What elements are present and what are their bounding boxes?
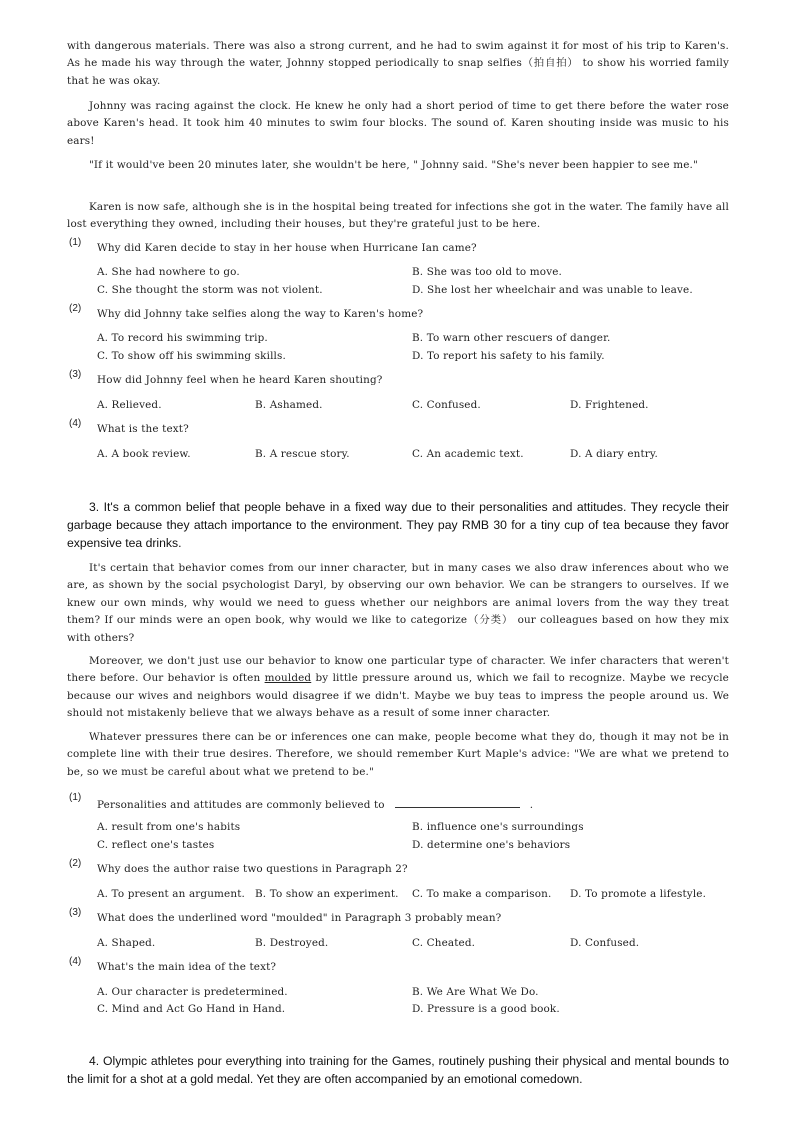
- option-d[interactable]: D. To promote a lifestyle.: [570, 888, 707, 900]
- passage2-paragraph: Karen is now safe, although she is in the hospital being treated for infections she got in the water. The family have all lost everything they owned, including their houses, but they're grateful just to be here.: [67, 201, 729, 231]
- question-number: (3): [69, 907, 82, 918]
- underlined-word: moulded: [264, 672, 312, 685]
- option-d[interactable]: D. A diary entry.: [570, 448, 659, 460]
- question-number: (2): [69, 303, 82, 314]
- option-d[interactable]: D. To report his safety to his family.: [412, 350, 605, 362]
- option-a[interactable]: A. Relieved.: [97, 399, 162, 411]
- passage2-paragraph: "If it would've been 20 minutes later, she wouldn't be here, " Johnny said. "She's never been happier to see me.": [89, 159, 698, 171]
- option-d[interactable]: D. Pressure is a good book.: [412, 1003, 560, 1015]
- option-b[interactable]: B. To show an experiment.: [255, 888, 399, 900]
- question-text: How did Johnny feel when he heard Karen shouting?: [97, 374, 383, 386]
- question-text: Why did Johnny take selfies along the way to Karen's home?: [97, 308, 424, 320]
- option-a[interactable]: A. To present an argument.: [97, 888, 245, 900]
- question-text: What is the text?: [97, 423, 189, 435]
- option-a[interactable]: A. A book review.: [97, 448, 191, 460]
- option-b[interactable]: B. To warn other rescuers of danger.: [412, 332, 611, 344]
- passage3-paragraph: It's certain that behavior comes from our inner character, but in many cases we also draw inferences about who we are, as shown by the social psychologist Daryl, by observing our own behavior. We can be strangers to ourselves. If we knew our own minds, why would we need to guess whether our neighbors are animal lovers from the way they treat them? If our minds were an open book, why would we like to categorize（分类） our colleagues based on how they mix with others?: [67, 562, 729, 644]
- option-b[interactable]: B. Destroyed.: [255, 937, 329, 949]
- passage3-paragraph: [67, 653, 729, 723]
- passage4-intro: 4. Olympic athletes pour everything into training for the Games, routinely pushing their physical and mental bounds to the limit for a shot at a gold medal. Yet they are often accompanied by an emotional comedown.: [67, 1054, 729, 1086]
- question-number: (2): [69, 858, 82, 869]
- option-a[interactable]: A. She had nowhere to go.: [97, 266, 240, 278]
- question-number: (1): [69, 792, 82, 803]
- question-number: (3): [69, 369, 82, 380]
- question-number: (4): [69, 956, 82, 967]
- question-text: What's the main idea of the text?: [97, 961, 277, 973]
- option-a[interactable]: A. Shaped.: [97, 937, 156, 949]
- option-d[interactable]: D. Confused.: [570, 937, 640, 949]
- option-b[interactable]: B. influence one's surroundings: [412, 821, 584, 833]
- option-c[interactable]: C. To make a comparison.: [412, 888, 552, 900]
- option-b[interactable]: B. She was too old to move.: [412, 266, 562, 278]
- question-text: Why did Karen decide to stay in her house when Hurricane Ian came?: [97, 242, 477, 254]
- option-c[interactable]: C. reflect one's tastes: [97, 839, 215, 851]
- question-number: (4): [69, 418, 82, 429]
- question-stem: Personalities and attitudes are commonly believed to: [97, 799, 385, 811]
- option-b[interactable]: B. We Are What We Do.: [412, 986, 539, 998]
- answer-blank[interactable]: [395, 797, 520, 808]
- question-end: .: [529, 799, 534, 811]
- option-a[interactable]: A. result from one's habits: [97, 821, 241, 833]
- option-c[interactable]: C. Confused.: [412, 399, 481, 411]
- option-d[interactable]: D. She lost her wheelchair and was unable to leave.: [412, 284, 693, 296]
- option-b[interactable]: B. Ashamed.: [255, 399, 323, 411]
- option-c[interactable]: C. She thought the storm was not violent.: [97, 284, 323, 296]
- paragraph-text: by little pressure around us, which we fail to recognize. Maybe we recycle because our wives and neighbors would disagree if we didn't. Maybe we buy teas to impress the people around us. We should not mistakenly believe that we always behave as a result of some inner character.: [67, 672, 729, 720]
- option-c[interactable]: C. Mind and Act Go Hand in Hand.: [97, 1003, 286, 1015]
- question-number: (1): [69, 237, 82, 248]
- option-b[interactable]: B. A rescue story.: [255, 448, 350, 460]
- option-a[interactable]: A. Our character is predetermined.: [97, 986, 288, 998]
- passage3-intro: 3. It's a common belief that people behave in a fixed way due to their personalities and attitudes. They recycle their garbage because they attach importance to the environment. They pay RMB 30 for a tiny cup of tea because they favor expensive tea drinks.: [67, 500, 729, 550]
- option-c[interactable]: C. Cheated.: [412, 937, 476, 949]
- option-c[interactable]: C. An academic text.: [412, 448, 524, 460]
- question-text: What does the underlined word "moulded" in Paragraph 3 probably mean?: [97, 912, 502, 924]
- question-text: Why does the author raise two questions in Paragraph 2?: [97, 863, 408, 875]
- option-d[interactable]: D. determine one's behaviors: [412, 839, 571, 851]
- passage2-paragraph: Johnny was racing against the clock. He knew he only had a short period of time to get there before the water rose above Karen's head. It took him 40 minutes to swim four blocks. The sound of. Karen shouting inside was music to his ears!: [67, 100, 729, 147]
- passage2-paragraph: with dangerous materials. There was also a strong current, and he had to swim against it for most of his trip to Karen's. As he made his way through the water, Johnny stopped periodically to snap selfies（拍自拍） to show his worried family that he was okay.: [67, 40, 729, 87]
- question-text: [97, 797, 533, 811]
- paragraph-text: Moreover, we don't just use our behavior to know one particular type of character. We infer characters that weren't there before. Our behavior is often: [67, 655, 729, 685]
- option-d[interactable]: D. Frightened.: [570, 399, 649, 411]
- option-c[interactable]: C. To show off his swimming skills.: [97, 350, 286, 362]
- passage3-paragraph: Whatever pressures there can be or inferences one can make, people become what they do, though it may not be in complete line with their true desires. Therefore, we should remember Kurt Maple's advice: "We are what we pretend to be, so we must be careful about what we pretend to be.": [67, 731, 729, 778]
- option-a[interactable]: A. To record his swimming trip.: [97, 332, 268, 344]
